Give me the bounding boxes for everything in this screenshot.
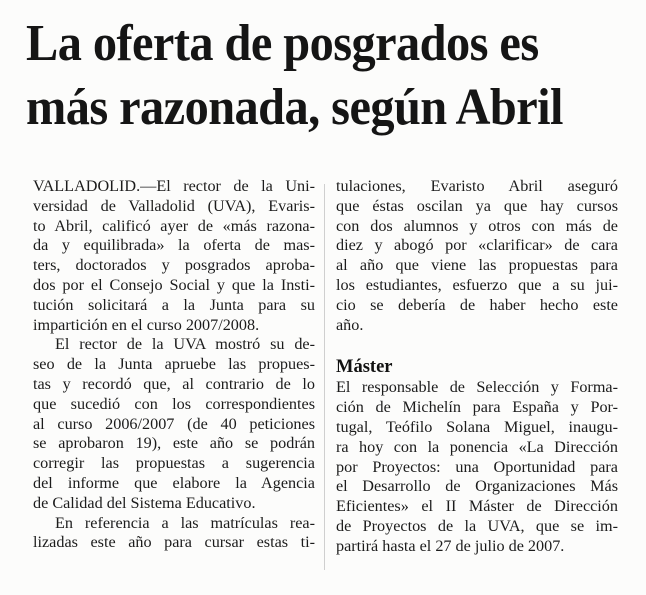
text-line: al curso 2006/2007 (de 40 peticiones bbox=[33, 414, 315, 433]
text-line: ra hoy con la ponencia «La Dirección bbox=[336, 437, 618, 456]
text-line: ters, doctorados y posgrados aproba- bbox=[33, 256, 315, 275]
text-line: tulaciones, Evaristo Abril aseguró bbox=[336, 177, 618, 195]
section-subhead: Máster bbox=[336, 357, 393, 378]
text-line: VALLADOLID.—El rector de la Uni- bbox=[33, 177, 315, 195]
text-line: to Abril, calificó ayer de «más razona- bbox=[33, 216, 315, 235]
text-line: de Proyectos de la UVA, que se im- bbox=[336, 516, 618, 535]
text-line: el Desarrollo de Organizaciones Más bbox=[336, 477, 618, 496]
article-column-right-top bbox=[336, 177, 618, 335]
headline-line-2: más razonada, según Abril bbox=[26, 79, 563, 136]
text-line: El rector de la UVA mostró su de- bbox=[55, 335, 315, 354]
headline bbox=[26, 12, 584, 140]
text-line: dos por el Consejo Social y que la Insti- bbox=[33, 275, 315, 294]
text-line: se aprobaron 19), este año se podrán bbox=[33, 434, 315, 453]
article-column-right bbox=[336, 177, 618, 557]
text-line: da y equilibrada» la oferta de mas- bbox=[33, 236, 315, 255]
column-divider bbox=[324, 184, 325, 570]
text-line: Eficientes» el II Máster de Dirección bbox=[336, 497, 618, 516]
text-line: tugal, Teófilo Solana Miguel, inaugu- bbox=[336, 417, 618, 436]
text-line: lizadas este año para cursar estas ti- bbox=[33, 533, 315, 552]
text-line: por Proyectos: una Oportunidad para bbox=[336, 457, 618, 476]
text-line: que éstas oscilan ya que hay cursos bbox=[336, 196, 618, 215]
text-line: impartición en el curso 2007/2008. bbox=[33, 315, 260, 334]
text-line: versidad de Valladolid (UVA), Evaris- bbox=[33, 196, 315, 215]
text-line: diez y abogó por «clarificar» de cara bbox=[336, 236, 618, 255]
article-column-right-bottom bbox=[336, 378, 618, 556]
text-line: corregir las propuestas a sugerencia bbox=[33, 454, 315, 473]
text-line: tución solicitará a la Junta para su bbox=[33, 295, 315, 314]
text-line: al año que viene las propuestas para bbox=[336, 256, 618, 275]
text-line: seo de la Junta apruebe las propues- bbox=[33, 355, 315, 374]
headline-line-1: La oferta de posgrados es bbox=[26, 15, 539, 72]
text-line: El responsable de Selección y Forma- bbox=[336, 378, 618, 397]
text-line: de Calidad del Sistema Educativo. bbox=[33, 493, 256, 512]
text-line: ción de Michelín para España y Por- bbox=[336, 398, 618, 417]
text-line: año. bbox=[336, 315, 364, 334]
text-line: con dos alumnos y otros con más de bbox=[336, 216, 618, 235]
text-line: cio se debería de haber hecho este bbox=[336, 295, 618, 314]
text-line: que sucedió con los correspondientes bbox=[33, 394, 315, 413]
text-line: del informe que elabore la Agencia bbox=[33, 473, 315, 492]
text-line: tas y recordó que, al contrario de lo bbox=[33, 374, 315, 393]
text-line: los estudiantes, esfuerzo que a su jui- bbox=[336, 275, 618, 294]
text-line: En referencia a las matrículas rea- bbox=[55, 513, 315, 532]
article-column-left bbox=[33, 177, 315, 553]
text-line: partirá hasta el 27 de julio de 2007. bbox=[336, 536, 565, 555]
